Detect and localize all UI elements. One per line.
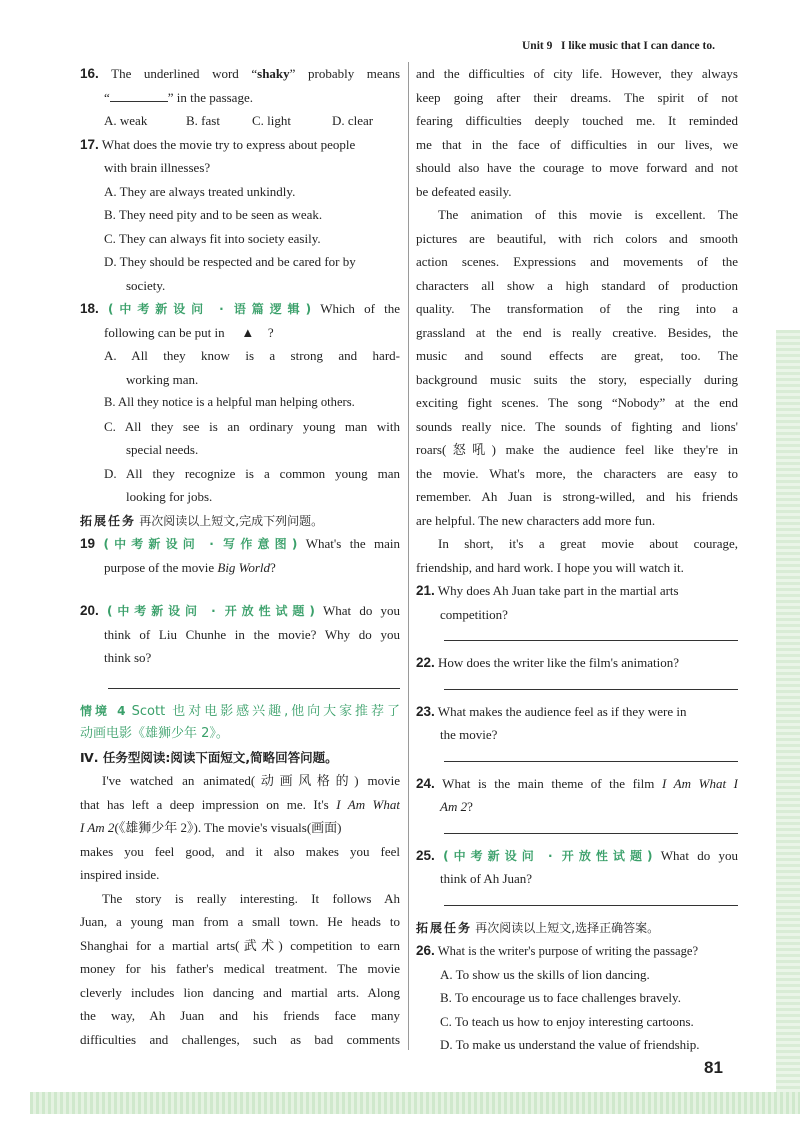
question-22: 22. How does the writer like the film's animation? <box>416 651 738 691</box>
task-label: 拓展任务 <box>80 513 137 528</box>
option-a[interactable]: A. To show us the skills of lion dancing. <box>440 966 650 982</box>
answer-line[interactable] <box>444 833 738 835</box>
task-label: 拓展任务 <box>416 920 473 935</box>
option-a[interactable]: A. All they know is a strong and hard- <box>104 348 400 363</box>
answer-line[interactable] <box>444 761 738 763</box>
question-number: 19 <box>80 536 96 551</box>
question-tag: (中考新设问 · 开放性试题) <box>443 848 653 863</box>
question-number: 26. <box>416 943 435 958</box>
decorative-side-band <box>776 330 800 1100</box>
extension-task: 拓展任务 再次阅读以上短文,完成下列问题。 <box>80 513 324 528</box>
option-d[interactable]: D. clear <box>332 113 374 128</box>
answer-line[interactable] <box>108 688 400 690</box>
question-tag: (中考新设问 · 开放性试题) <box>106 604 315 618</box>
question-20: 20. (中考新设问 · 开放性试题) What do you think of Liu Chunhe in the movie? Why do you think so? <box>80 599 400 690</box>
scene-intro: 情境 4 Scott 也对电影感兴趣,他向大家推荐了 动画电影《雄狮少年 2》。 <box>80 703 400 741</box>
answer-blank[interactable]: ▲ <box>228 321 268 345</box>
question-25: 25. (中考新设问 · 开放性试题) What do you think of Ah Juan? <box>416 844 738 907</box>
question-17: 17. What does the movie try to express about people with brain illnesses? A. They are always treated unkindly. B. They need pity and to be seen as weak. C. They can always fit into society easily. D. They should be respected and be cared for by society. <box>80 133 400 298</box>
answer-line[interactable] <box>444 689 738 691</box>
right-column <box>416 62 738 1057</box>
passage-part-2: and the difficulties of city life. However, they always keep going after their dreams. The spirit of not fearing difficulties deeply touched me. It reminded me that in the face of difficulties in our lives, we should also have the courage to move forward and not be defeated easily. The animation of this movie is excellent. The pictures are beautiful, with rich colors and smooth action scenes. Expressions and movements of the characters all show a high standard of production quality. The transformation of the ring into a grassland at the end is really creative. Besides, the music and sound effects are great, too. The background music suits the story, especially during exciting fight scenes. The song “Nobody” at the end sounds really nice. The sounds of fighting and lions' roars(怒吼) make the audience feel like they're in the movie. What's more, the characters are easy to remember. Ah Juan is strong-willed, and his friends are helpful. The new characters add more fun. In short, it's a great movie about courage, friendship, and hard work. I hope you will watch it. <box>416 66 738 575</box>
option-b[interactable]: B. All they notice is a helpful man helping others. <box>104 395 355 409</box>
question-18: 18. (中考新设问 · 语篇逻辑) Which of the following can be put in ▲ ? A. All they know is a strong and hard- working man. B. All they notice is a helpful man helping others. C. All they see is an ordinary young man with special needs. D. All they recognize is a common young man looking for jobs. <box>80 301 400 504</box>
question-24: 24. What is the main theme of the film I Am What I Am 2? <box>416 772 738 835</box>
left-column <box>80 62 400 1051</box>
option-b[interactable]: B. To encourage us to face challenges bravely. <box>440 990 681 1005</box>
unit-title: I like music that I can dance to. <box>560 40 715 52</box>
question-number: 20. <box>80 603 99 618</box>
option-c[interactable]: C. All they see is an ordinary young man with <box>104 418 400 434</box>
option-a[interactable]: A. They are always treated unkindly. <box>104 183 296 199</box>
passage-part-1: I've watched an animated(动画风格的) movie that has left a deep impression on me. It's I Am What I Am 2(《雄狮少年 2》). The movie's visuals(画面) makes you feel good, and it also makes you feel inspired inside. The story is really interesting. It follows Ah Juan, a young man from a small town. He heads to Shanghai for a martial arts(武术) competition to earn money for his father's medical treatment. The movie cleverly includes lion dancing and martial arts. Along the way, Ah Juan and his friends face many difficulties and challenges, such as bad comments <box>80 773 400 1047</box>
decorative-bottom-band <box>30 1092 800 1114</box>
key-word: shaky <box>257 66 290 81</box>
page-number: 81 <box>704 1058 723 1077</box>
option-a[interactable]: A. weak <box>104 113 148 128</box>
running-header <box>522 40 715 52</box>
option-c[interactable]: C. light <box>252 113 292 128</box>
scene-label: 情境 4 <box>80 703 126 718</box>
question-number: 16. <box>80 66 99 81</box>
answer-line[interactable] <box>444 640 738 642</box>
unit-label: Unit 9 <box>522 40 553 52</box>
question-tag: (中考新设问 · 写作意图) <box>103 537 298 551</box>
column-divider <box>408 62 409 1050</box>
question-number: 18. <box>80 301 99 316</box>
option-c[interactable]: C. They can always fit into society easily. <box>104 230 321 246</box>
question-16: 16. The underlined word “shaky” probably means “ ” in the passage. A. weak B. fast C. light D. clear <box>80 62 400 133</box>
question-26: 26. What is the writer's purpose of writing the passage? A. To show us the skills of lion dancing. B. To encourage us to face challenges bravely. C. To teach us how to enjoy interesting cartoons. D. To make us understand the value of friendship. <box>416 939 738 1057</box>
question-tag: (中考新设问 · 语篇逻辑) <box>107 302 312 316</box>
question-number: 23. <box>416 703 435 719</box>
question-number: 17. <box>80 136 99 152</box>
question-23: 23. What makes the audience feel as if they were in the movie? <box>416 700 738 763</box>
option-c[interactable]: C. To teach us how to enjoy interesting cartoons. <box>440 1013 694 1029</box>
option-d[interactable]: D. They should be respected and be cared for by <box>104 254 356 269</box>
question-number: 25. <box>416 847 435 863</box>
extension-task: 拓展任务 再次阅读以上短文,选择正确答案。 <box>416 920 660 935</box>
option-b[interactable]: B. fast <box>186 113 220 128</box>
option-b[interactable]: B. They need pity and to be seen as weak. <box>104 207 323 222</box>
question-number: 24. <box>416 775 435 791</box>
answer-blank[interactable] <box>110 87 168 102</box>
question-19: 19 (中考新设问 · 写作意图) What's the main purpose of the movie Big World? <box>80 532 400 590</box>
option-d[interactable]: D. All they recognize is a common young man <box>104 465 400 481</box>
section-title: Ⅳ. 任务型阅读:阅读下面短文,简略回答问题。 <box>80 749 338 765</box>
answer-line[interactable] <box>444 905 738 907</box>
option-d[interactable]: D. To make us understand the value of friendship. <box>440 1037 700 1052</box>
question-21: 21. Why does Ah Juan take part in the martial arts competition? <box>416 579 738 642</box>
question-number: 22. <box>416 655 435 670</box>
answer-line[interactable] <box>108 589 400 590</box>
question-number: 21. <box>416 583 435 598</box>
